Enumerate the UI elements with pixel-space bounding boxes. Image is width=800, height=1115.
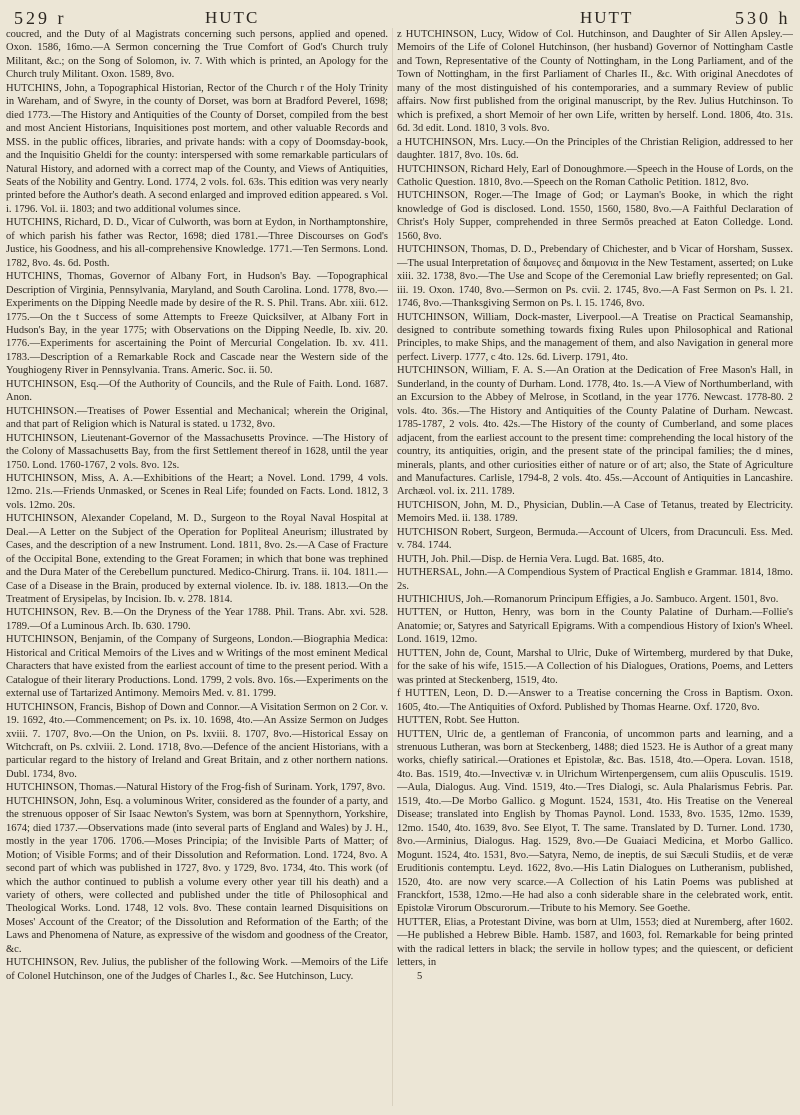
entry: HUTCHINSON, Benjamin, of the Company of Surgeons, London.—Biographia Medica: Historical and Critical Memoirs of the Lives and w Writings of the most eminent Medical Characters that have existed from the earliest account of time to the present period. With a Catalogue of their literary Productions. Lond. 1799, 2 vols. 8vo. 16s.—Experiments on the external use of Tartarized Antimony. Memoirs Med. v. 81. 1799.: [6, 634, 388, 700]
running-head-left: HUTC: [205, 8, 260, 27]
entry: HUTCHINSON, Thomas.—Natural History of the Frog-fish of Surinam. York, 1797, 8vo.: [6, 782, 386, 794]
entry: HUTCHINSON, Miss, A. A.—Exhibitions of the Heart; a Novel. Lond. 1799, 4 vols. 12mo. 21s.—Friends Unmasked, or Scenes in Real Life; founded on Facts. Lond. 1812, 3 vols. 12mo. 20s.: [6, 472, 388, 511]
entry: coucred, and the Duty of al Magistrats concerning such persons, applied and opened. Oxon. 1586, 16mo.—A Sermon concerning the True Comfort of God's Church truly Militant, &c.; on the Song of Solomon, iv. 7. With which is printed, an Apology for the Church truly Militant. Oxon. 1589, 8vo.: [6, 29, 388, 81]
entry: HUTCHINSON, William, F. A. S.—An Oration at the Dedication of Free Mason's Hall, in Sunderland, in the county of Durham. Lond. 1778, 4to. 1s.—A View of Northumberland, with an Excursion to the Abbey of Melrose, in Scotland, in the year 1776. Newcast. 1778-80. 2 vols. 4to. 36s.—The History and Antiquities of the County Palatine of Durham. Newcast. 1785-1787, 2 vols. 4to. 42s.—The History of the county of Cumberland, and some places adjacent, from the earliest account to the present time: comprehending the local history of the country, its antiquities, origin, and the present state of the principal families; the d mines, minerals, plants, and other curiosities either of nature or of art; also, the State of Agriculture and Manufactures. Carlisle, 1794-8, 2 vols. 4to. 45s.—Account of Antiquities in Lancashire. Archæol. vol. ix. 211. 1789.: [397, 365, 793, 498]
entry: z HUTCHINSON, Lucy, Widow of Col. Hutchinson, and Daughter of Sir Allen Apsley.—Memoirs of the Life of Colonel Hutchinson, (her husband) Governor of Nottingham Castle and Town, Representative of the County of Nottingham, in the Long Parliament, and of the Town of Nottingham, in the first Parliament of Charles II., &c. With original Anecdotes of many of the most distinguished of his contemporaries, and a summary Review of public affairs. Now first published from the original manuscript, by the Rev. Julius Hutchinson. To which is prefixed, a short Memoir of her own Life, written by herself. Lond. 1806, 4to. 31s. 6d. 3d edit. Lond. 1810, 3 vols. 8vo.: [397, 29, 793, 135]
page-number-right: 530 h: [735, 8, 791, 28]
entry: HUTCHINSON, William, Dock-master, Liverpool.—A Treatise on Practical Seamanship, designed to contribute something towards fixing Rules upon Philosophical and Rational Principles, to make Ships, and the management of them, and also Navigation in general more perfect. Liverp. 1777, c 4to. 12s. 6d. Liverp. 1791, 4to.: [397, 311, 793, 363]
entry: HUTTEN, John de, Count, Marshal to Ulric, Duke of Wirtemberg, murdered by that Duke, for the sake of his wife, 1515.—A Collection of his Dialogues, Orations, Poems, and Letters was printed at Steckenberg, 1519, 4to.: [397, 647, 793, 686]
entry: HUTCHINSON.—Treatises of Power Essential and Mechanical; wherein the Original, and that part of Religion which is Natural is stated. u 1732, 8vo.: [6, 405, 388, 431]
entry: HUTCHINSON, John, Esq. a voluminous Writer, considered as the founder of a party, and the strenuous opposer of Sir Isaac Newton's System, was born at Spennythorn, Yorkshire, 1674; died 1737.—Observations made (into several parts of England and Wales) by J. H., mostly in the year 1706. 1706.—Moses Principia; of the Invisible Parts of Matter; of Motion; of Visible Forms; and of their Dissolution and Reformation. Lond. 1724, 8vo. A second part of which was published in 1727, 8vo. y 1729, 8vo. 1734, 4to. This work (of which the author continued to publish a volume every other year till his death) and a variety of others, were collected and published under the title of Philosophical and Theological Works. Lond. 1748, 12 vols. 8vo. These contain learned Disquisitions on Moses' Account of the Creator; of the Dissolution and Reformation of the Earth; of the Laws and Phenomena of Nature, as expressive of the wisdom and goodness of the Creator, &c.: [6, 795, 388, 955]
entry: HUTCHINSON, Francis, Bishop of Down and Connor.—A Visitation Sermon on 2 Cor. v. 19. 1692, 4to.—Commencement; on Ps. ix. 10. 1698, 4to.—An Assize Sermon on Judges xviii. 7. 1707, 8vo.—On the Union, on Ps. lxviii. 8. 1707, 8vo.—Historical Essay on Witchcraft, on Ps. cxlviii. 2. Lond. 1718, 8vo.—Defence of the ancient Historians, with a particular regard to the history of Ireland and Great Britain, and z other northern nations. Dubl. 1734, 8vo.: [6, 701, 388, 780]
entry: HUTCHINSON, Esq.—Of the Authority of Councils, and the Rule of Faith. Lond. 1687. Anon.: [6, 378, 388, 404]
entry: HUTCHINSON, Lieutenant-Governor of the Massachusetts Province. —The History of the Colony of Massachusetts Bay, from the first Settlement thereof in 1628, until the year 1750. Lond. 1760-1767, 2 vols. 8vo. 12s.: [6, 432, 388, 471]
entry: HUTCHINSON, Rev. Julius, the publisher of the following Work. —Memoirs of the Life of Colonel Hutchinson, one of the Judges of Charles I., &c. See Hutchinson, Lucy.: [6, 957, 388, 982]
entry: HUTCHINS, Thomas, Governor of Albany Fort, in Hudson's Bay. —Topographical Description of Virginia, Pennsylvania, Maryland, and South Carolina. Lond. 1778, 8vo.—Experiments on the Dipping Needle made by desire of the R. S. Phil. Trans. Abr. xiii. 612. 1775.—On the t Success of some Attempts to Freeze Quicksilver, at Albany Fort in Hudson's Bay, in the year 1775; with Observations on the Dipping Needle, Ib. xiv. 20. 1776.—Experiments for ascertaining the Point of Mercurial Congelation. Ib. xv. 411. 1783.—Description of a Remarkable Rock and Cascade near the Western side of the Youghiogeny River in Pennsylvania. Trans. Americ. Soc. ii. 50.: [6, 271, 388, 377]
entry: HUTTER, Elias, a Protestant Divine, was born at Ulm, 1553; died at Nuremberg, after 1602.—He published a Hebrew Bible. Hamb. 1587, and 1603, fol. Remarkable for being printed with the radical letters in black; the servile in hollow types; and the quiescent, or deficient letters, in: [397, 916, 793, 969]
entry: HUTCHINSON, Richard Hely, Earl of Donoughmore.—Speech in the House of Lords, on the Catholic Question. 1810, 8vo.—Speech on the Roman Catholic Petition. 1812, 8vo.: [397, 163, 793, 188]
left-column: [6, 28, 388, 1110]
entry: HUTHERSAL, John.—A Compendious System of Practical English e Grammar. 1814, 18mo. 2s.: [397, 567, 793, 592]
entry: HUTCHINSON, Alexander Copeland, M. D., Surgeon to the Royal Naval Hospital at Deal.—A Letter on the Subject of the Operation for Popliteal Aneurism; illustrated by Cases, and the description of a new Instrument. Lond. 1811, 8vo. 2s.—A Case of Fracture of the Occipital Bone, extending to the Great Foramen; in which that bone was trephined and the Dura Mater of the Cerebellum punctured. Medico-Chirurg. Trans. ii. 104. 1811.—Case of a Disease in the Brain, produced by external violence. Ib. iv. 188. 1813.—On the Treatment of Erysipelas, by Incision. Ib. v. 278. 1814.: [6, 513, 388, 606]
entry: HUTCHINS, Richard, D. D., Vicar of Culworth, was born at Eydon, in Northamptonshire, of which parish his father was Rector, 1698; died 1781.—Three Discourses on God's Justice, his Goodness, and his all-comprehensive Knowledge. 1771.—Ten Sermons. Lond. 1782, 8vo. 4s. 6d. Posth.: [6, 217, 388, 269]
column-divider: [392, 28, 393, 1106]
footer-signature: 5: [417, 970, 423, 982]
page-number-left: 529 r: [14, 8, 67, 28]
entry: HUTCHISON, John, M. D., Physician, Dublin.—A Case of Tetanus, treated by Electricity. Memoirs Med. ii. 138. 1789.: [397, 499, 793, 525]
right-column: [397, 28, 793, 1110]
entry: HUTTEN, Robt. See Hutton.: [397, 715, 520, 727]
entry: HUTH, Joh. Phil.—Disp. de Hernia Vera. Lugd. Bat. 1685, 4to.: [397, 553, 664, 565]
entry: a HUTCHINSON, Mrs. Lucy.—On the Principles of the Christian Religion, addressed to her daughter. 1817, 8vo. 10s. 6d.: [397, 136, 793, 162]
entry: HUTCHISON Robert, Surgeon, Bermuda.—Account of Ulcers, from Dracunculi. Ess. Med. v. 784. 1744.: [397, 526, 793, 552]
entry: HUTCHINSON, Thomas, D. D., Prebendary of Chichester, and b Vicar of Horsham, Sussex.—The usual Interpretation of δαιμονες and δαιμονια in the New Testament, asserted; on Luke xiii. 32. 1738, 8vo.—The Use and Scope of the Ceremonial Law briefly represented; on Gal. iii. 19. Oxon. 1740, 8vo.—Sermon on Ps. cvii. 2. 1745, 8vo.—A Fast Sermon on Ps. l. 21. 1746, 8vo.—Thanksgiving Sermon on Ps. l. 15. 1746, 8vo.: [397, 244, 793, 310]
entry: HUTTEN, Ulric de, a gentleman of Franconia, of uncommon parts and learning, and a strenuous Lutheran, was born at Steckenberg, 1488; died 1523. He is Author of a great many works, chiefly satirical.—Orationes et Epistolæ, &c. Bas. 1518, 4to.—Opera. Lovan. 1518, 4to. Bas. 1519, 4to.—Invectivæ v. in Ulrichum Wirtenpergensem, cum aliis Opusculis. 1519.—Aula, Dialogus. Aug. Vind. 1519, 4to.—Tres Dialogi, sc. Aula Phalarismus Febris. Par. 1519, 4to.—De Morbo Gallico. g Mogunt. 1524, 1531, 4to. His Treatise on the Venereal Disease; translated into English by Thomas Paynol. Lond. 1533, 8vo. 1535, 12mo. 1539, 12mo. 1540, 4to. 1639, 8vo. See Elyot, T. The same. Translated by D. Turner. Lond. 1730, 8vo.—Arminius, Dialogus. Hag. 1529, 8vo.—De Guaiaci Medicina, et Morbo Gallico. Mogunt. 1524, 4to. 1531, 8vo.—Satyra, Nemo, de ineptis, de sui Sæculi Studiis, et de veræ Eruditionis contemptu. Leyd. 1622, 8vo.—His Latin Dialogues on Lutheranism, published, 1520, 4to. are now very scarce.—A Collection of his Latin Poems was published at Franckfort, 1538, 12mo.—He had also a conh siderable share in the celebrated work, entit. Epistolæ Virorum Obscurorum.—Tribute to his Memory. See Goethe.: [397, 728, 793, 915]
entry: HUTTEN, or Hutton, Henry, was born in the County Palatine of Durham.—Follie's Anatomie; or, Satyres and Satyricall Epigrams. With a compendious History of Ixion's Wheel. Lond. 1619, 12mo.: [397, 607, 793, 646]
running-head-right: HUTT: [580, 8, 634, 27]
entry: HUTCHINSON, Rev. B.—On the Dryness of the Year 1788. Phil. Trans. Abr. xvi. 528. 1789.—Of a Luminous Arch. Ib. 630. 1790.: [6, 607, 388, 632]
entry: HUTCHINSON, Roger.—The Image of God; or Layman's Booke, in which the right knowledge of God is disclosed. Lond. 1550, 1560, 1580, 8vo.—A Faithful Declaration of Christ's Holy Supper, comprehended in three Sermōs preached at Eaton Colledge. Lond. 1560, 8vo.: [397, 190, 793, 242]
entry: HUTHICHIUS, Joh.—Romanorum Principum Effigies, a Jo. Sambuco. Argent. 1501, 8vo.: [397, 594, 779, 606]
entry: HUTCHINS, John, a Topographical Historian, Rector of the Church r of the Holy Trinity in Wareham, and of Swyre, in the county of Dorset, was born at Bradford Peverel, 1698; died 1773.—The History and Antiquities of the County of Dorset, compiled from the best and most Ancient Historians, Inquisitiones post mortem, and other valuable Records and MSS. in the public offices, libraries, and private hands: with a copy of Doomsday-book, and the Inquisitio Gheldi for the county: interspersed with some remarkable particulars of Natural History, and adorned with a correct map of the County, and Views of Antiquities, Seats of the Nobility and Gentry. Lond. 1774, 2 vols. fol. 63s. This edition was very nearly printed before the Author's death. A second enlarged and improved edition appeared. s Vol. i. 1796. Vol. ii. 1803; and two additional volumes since.: [6, 82, 388, 215]
entry: f HUTTEN, Leon, D. D.—Answer to a Treatise concerning the Cross in Baptism. Oxon. 1605, 4to.—The Antiquities of Oxford. Published by Thomas Hearne. Oxf. 1720, 8vo.: [397, 688, 793, 713]
